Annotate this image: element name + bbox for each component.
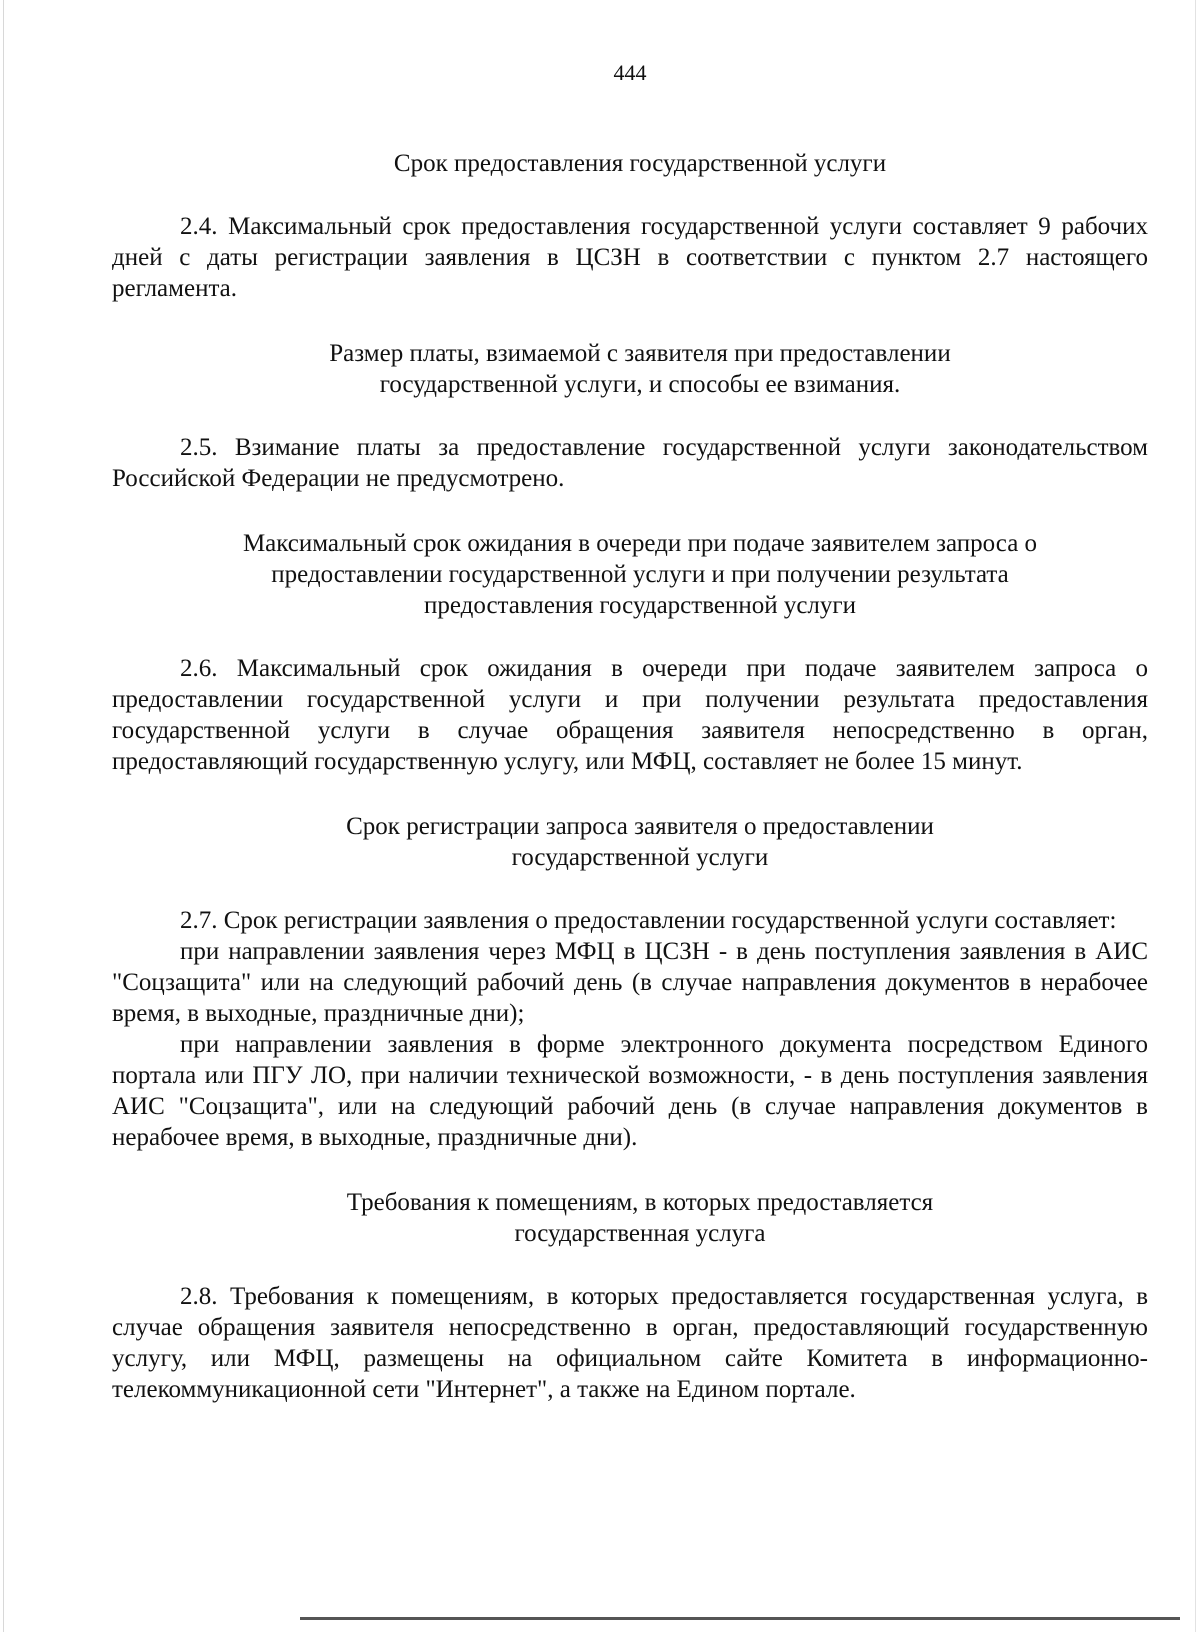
heading-line: государственной услуги bbox=[511, 844, 769, 871]
heading-registration-term bbox=[112, 811, 1148, 873]
heading-line: Максимальный срок ожидания в очереди при подаче заявителем запроса о bbox=[242, 530, 1038, 557]
page-number: 444 bbox=[613, 60, 647, 85]
paragraph-2-7: 2.7. Срок регистрации заявления о предоставлении государственной услуги составляет: bbox=[180, 907, 1117, 934]
heading-line: предоставления государственной услуги bbox=[423, 592, 857, 619]
scan-edge-left bbox=[3, 0, 4, 1632]
document-body bbox=[112, 148, 1148, 1405]
heading-line: Размер платы, взимаемой с заявителя при предоставлении bbox=[329, 340, 951, 367]
paragraph-2-5: 2.5. Взимание платы за предоставление государственной услуги законодательством Российской Федерации не предусмотрено. bbox=[112, 434, 1148, 492]
paragraph-2-8: 2.8. Требования к помещениям, в которых предоставляется государственная услуга, в случае обращения заявителя непосредственно в орган, предоставляющий государственную услугу, или МФЦ, размещены на официальном сайте Комитета в информационно-телекоммуникационной сети "Интернет", а также на Едином портале. bbox=[112, 1283, 1148, 1403]
heading-service-term bbox=[112, 148, 1148, 179]
heading-premises bbox=[112, 1187, 1148, 1249]
paragraph-2-7-electronic: при направлении заявления в форме электронного документа посредством Единого портала или ПГУ ЛО, при наличии технической возможности, - в день поступления заявления АИС "Соцзащита", или на следующий рабочий день (в случае направления документов в нерабочее время, в выходные, праздничные дни). bbox=[112, 1031, 1148, 1151]
scan-edge-right bbox=[1195, 0, 1196, 1632]
scan-edge-bottom bbox=[300, 1617, 1180, 1620]
heading-line: государственная услуга bbox=[514, 1220, 766, 1247]
heading-line: Срок регистрации запроса заявителя о предоставлении bbox=[346, 813, 934, 840]
heading-line: предоставлении государственной услуги и при получении результата bbox=[271, 561, 1009, 588]
heading-fee bbox=[112, 338, 1148, 400]
heading-queue-time bbox=[112, 528, 1148, 621]
paragraph-2-6: 2.6. Максимальный срок ожидания в очереди при подаче заявителем запроса о предоставлении государственной услуги и при получении результата предоставления государственной услуги в случае обращения заявителя непосредственно в орган, предоставляющий государственную услугу, или МФЦ, составляет не более 15 минут. bbox=[112, 655, 1148, 775]
heading-line: Срок предоставления государственной услуги bbox=[393, 150, 887, 177]
heading-line: Требования к помещениям, в которых предоставляется bbox=[346, 1189, 934, 1216]
paragraph-2-4: 2.4. Максимальный срок предоставления государственной услуги составляет 9 рабочих дней с даты регистрации заявления в ЦСЗН в соответствии с пунктом 2.7 настоящего регламента. bbox=[112, 213, 1148, 302]
paragraph-2-7-mfc: при направлении заявления через МФЦ в ЦСЗН - в день поступления заявления в АИС "Соцзащита" или на следующий рабочий день (в случае направления документов в нерабочее время, в выходные, праздничные дни); bbox=[112, 938, 1148, 1027]
heading-line: государственной услуги, и способы ее взимания. bbox=[379, 371, 901, 398]
